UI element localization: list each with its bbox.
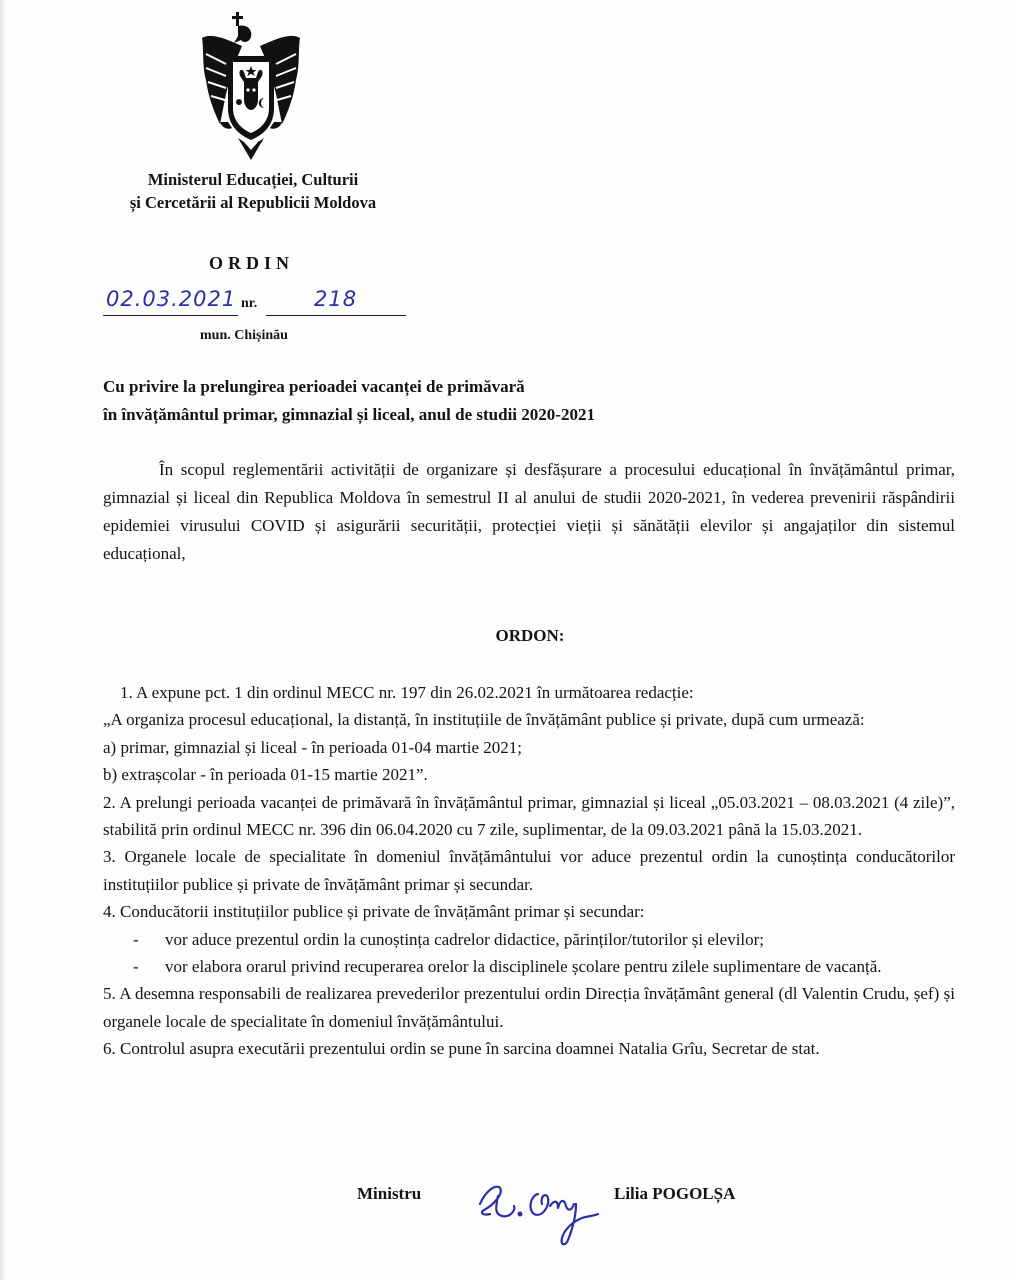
ministry-name-line1: Ministerul Educației, Culturii	[147, 170, 359, 189]
item-1-b: b) extrașcolar - în perioada 01-15 martie 2021”.	[103, 765, 428, 785]
subject-line1: Cu privire la prelungirea perioadei vacanței de primăvară	[103, 377, 525, 396]
bullet-dash: -	[133, 929, 139, 949]
signatory-name: Lilia POGOLȘA	[614, 1184, 736, 1203]
number-field	[266, 287, 406, 316]
item-5: 5. A desemna responsabili de realizarea prevederilor prezentului ordin Direcția învățământ general (dl Valentin Crudu, șef) și organele locale de specialitate în domeniul învățământului.	[103, 984, 955, 1031]
order-subject	[103, 373, 803, 429]
number-label: nr.	[241, 296, 258, 311]
bullet-text: vor elabora orarul privind recuperarea orelor la disciplinele școlare pentru zilele suplimentare de vacanță.	[165, 957, 882, 977]
item-4-bullet-1	[103, 926, 955, 953]
bullet-text: vor aduce prezentul ordin la cunoștința cadrelor didactice, părinților/tutorilor și elevilor;	[165, 929, 765, 949]
item-4-bullet-2	[103, 953, 955, 980]
ministry-name-line2: și Cercetării al Republicii Moldova	[129, 193, 377, 212]
signature-block	[0, 1176, 1016, 1256]
document-type-title: ORDIN	[209, 253, 295, 273]
item-6: 6. Controlul asupra executării prezentului ordin se pune în sarcina doamnei Natalia Grîu, Secretar de stat.	[103, 1039, 820, 1059]
signatory-role: Ministru	[357, 1184, 422, 1203]
item-4-intro: 4. Conducătorii instituțiilor publice și private de învățământ primar și secundar:	[103, 902, 645, 922]
date-field	[103, 287, 238, 316]
item-4-bullet-list	[103, 926, 955, 981]
order-body	[103, 679, 955, 1063]
coat-of-arms-emblem	[198, 10, 304, 162]
ordon-heading: ORDON:	[495, 626, 565, 645]
handwritten-number: 218	[314, 287, 358, 311]
subject-line2: în învățământul primar, gimnazial și liceal, anul de studii 2020-2021	[103, 405, 595, 424]
item-1-a: a) primar, gimnazial și liceal - în perioada 01-04 martie 2021;	[103, 737, 522, 757]
handwritten-date: 02.03.2021	[106, 287, 237, 311]
bullet-dash: -	[133, 957, 139, 977]
handwritten-signature	[472, 1176, 622, 1251]
item-1-quote: „A organiza procesul educațional, la distanță, în instituțiile de învățământ publice și private, după cum urmează:	[103, 710, 865, 730]
ministry-name	[88, 168, 418, 214]
preamble-paragraph: În scopul reglementării activității de organizare și desfășurare a procesului educațional în învățământul primar, gimnazial și liceal din Republica Moldova în semestrul II al anului de studii 2020-2021, în vederea prevenirii răspândirii epidemiei virusului COVID și asigurării securității, protecției vieții și sănătății elevilor și angajaților din sistemul educațional,	[103, 460, 955, 563]
item-2: 2. A prelungi perioada vacanței de primăvară în învățământul primar, gimnazial și liceal „05.03.2021 – 08.03.2021 (4 zile)”, stabilită prin ordinul MECC nr. 396 din 06.04.2020 cu 7 zile, suplimentar, de la 09.03.2021 până la 15.03.2021.	[103, 792, 955, 840]
item-1-intro: 1. A expune pct. 1 din ordinul MECC nr. 197 din 26.02.2021 în următoarea redacție:	[120, 683, 694, 702]
city-label: mun. Chișinău	[200, 328, 288, 343]
item-3: 3. Organele locale de specialitate în domeniul învățământului vor aduce prezentul ordin la cunoștința conducătorilor instituțiilor publice și private de învățământ primar și secundar.	[103, 847, 955, 894]
